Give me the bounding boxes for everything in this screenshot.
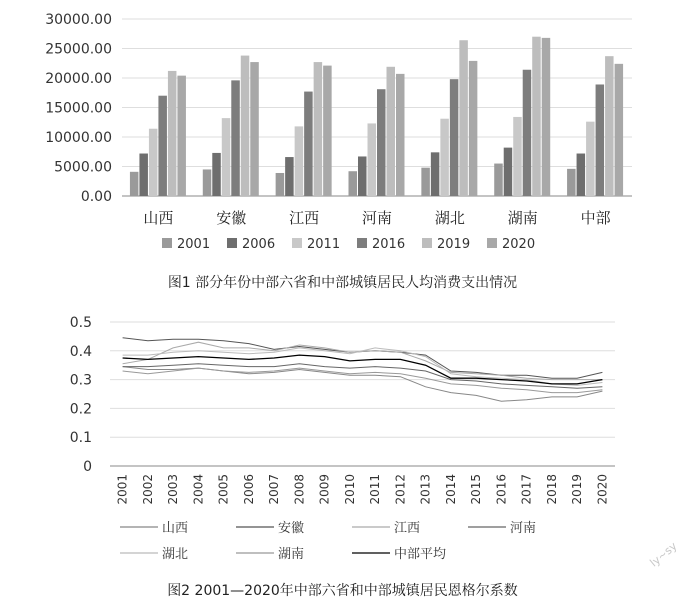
series-line [123, 367, 603, 402]
figure1-caption: 图1 部分年份中部六省和中部城镇居民人均消费支出情况 [167, 275, 518, 291]
legend-swatch [292, 238, 302, 248]
legend-swatch [227, 238, 237, 248]
x-tick-label: 2019 [570, 474, 585, 505]
y-tick-label: 0.2 [69, 401, 92, 418]
bar [304, 92, 313, 196]
bar [222, 118, 231, 196]
bar [358, 156, 367, 196]
x-tick-label: 2002 [140, 474, 155, 505]
legend-label: 2020 [502, 237, 536, 252]
watermark: ly~sy [647, 539, 680, 570]
legend-label: 山西 [162, 521, 189, 536]
bar [377, 89, 386, 196]
bar [314, 62, 323, 196]
bar [139, 154, 148, 196]
bar [168, 71, 177, 196]
x-tick-label: 2004 [191, 474, 206, 505]
x-tick-label: 2010 [342, 474, 357, 505]
bar [494, 164, 503, 196]
legend-swatch [162, 238, 172, 248]
legend-swatch [357, 238, 367, 248]
bar [295, 126, 304, 196]
bar [532, 37, 541, 196]
x-tick-label: 河南 [361, 209, 393, 227]
bar [212, 153, 221, 196]
bar [158, 96, 167, 196]
x-tick-label: 2001 [115, 474, 130, 505]
legend-swatch [487, 238, 497, 248]
legend-label: 2006 [242, 237, 276, 252]
legend-label: 中部平均 [394, 547, 447, 562]
x-tick-label: 安徽 [216, 209, 247, 227]
x-tick-label: 2016 [494, 474, 509, 505]
bar [368, 123, 377, 196]
y-tick-label: 0.1 [69, 430, 92, 447]
x-tick-label: 江西 [289, 209, 320, 227]
x-tick-label: 湖南 [507, 209, 538, 227]
series-line [123, 338, 603, 378]
legend-label: 2001 [177, 237, 211, 252]
series-line [123, 342, 603, 379]
legend-label: 湖南 [278, 547, 305, 562]
bar-chart [0, 0, 685, 272]
bar [567, 169, 576, 196]
bar [450, 79, 459, 196]
bar [396, 74, 405, 196]
bar [542, 38, 551, 196]
y-tick-label: 0.5 [69, 315, 92, 331]
y-tick-label: 0.3 [69, 372, 92, 389]
x-tick-label: 2014 [443, 474, 458, 505]
y-tick-label: 20000.00 [45, 71, 112, 87]
bar [349, 171, 358, 196]
bar [459, 40, 468, 196]
bar [586, 122, 595, 196]
x-tick-label: 2012 [393, 474, 408, 505]
bar [605, 56, 614, 196]
x-tick-label: 2009 [317, 474, 332, 505]
y-tick-label: 25000.00 [45, 41, 112, 58]
legend-label: 湖北 [162, 547, 189, 562]
x-tick-label: 2015 [469, 474, 484, 505]
x-tick-label: 2020 [595, 474, 610, 505]
bar [421, 168, 430, 196]
x-tick-label: 山西 [143, 209, 174, 227]
bar [513, 117, 522, 196]
x-tick-label: 中部 [580, 209, 611, 227]
bar [177, 76, 186, 196]
bar [577, 154, 586, 196]
bar [149, 129, 158, 196]
bar [440, 119, 449, 196]
y-tick-label: 10000.00 [45, 130, 112, 146]
legend-label: 2016 [372, 237, 406, 252]
figure2-caption: 图2 2001—2020年中部六省和中部城镇居民恩格尔系数 [167, 583, 518, 599]
x-tick-label: 2017 [519, 474, 534, 505]
x-tick-label: 2005 [216, 474, 231, 505]
bar [250, 62, 258, 196]
bar [203, 169, 212, 196]
legend-label: 2011 [307, 237, 341, 252]
x-tick-label: 2006 [241, 474, 256, 505]
y-tick-label: 5000.00 [54, 159, 112, 176]
legend-label: 安徽 [278, 521, 305, 536]
x-tick-label: 2018 [544, 474, 559, 505]
bar [615, 64, 624, 196]
x-tick-label: 2003 [166, 474, 181, 505]
bar [469, 61, 478, 196]
bar [504, 148, 513, 196]
legend-swatch [422, 238, 432, 248]
bar [231, 80, 240, 196]
y-tick-label: 15000.00 [45, 100, 112, 117]
x-tick-label: 湖北 [434, 209, 465, 227]
bar [431, 152, 440, 196]
bar [285, 157, 294, 196]
y-tick-label: 0 [83, 459, 92, 475]
x-tick-label: 2007 [267, 474, 282, 505]
legend-label: 江西 [394, 521, 421, 536]
y-tick-label: 0.4 [69, 343, 92, 360]
bar [323, 66, 332, 196]
bar [596, 84, 605, 196]
legend-label: 2019 [437, 237, 471, 252]
x-tick-label: 2011 [368, 474, 383, 505]
x-tick-label: 2008 [292, 474, 307, 505]
x-tick-label: 2013 [418, 474, 433, 505]
line-chart [0, 300, 685, 580]
bar [241, 56, 250, 196]
bar [523, 70, 532, 196]
bar [387, 67, 396, 196]
y-tick-label: 0.00 [80, 189, 112, 205]
bar [276, 173, 285, 196]
bar [130, 172, 139, 196]
legend-label: 河南 [510, 521, 537, 536]
y-tick-label: 30000.00 [45, 12, 112, 28]
